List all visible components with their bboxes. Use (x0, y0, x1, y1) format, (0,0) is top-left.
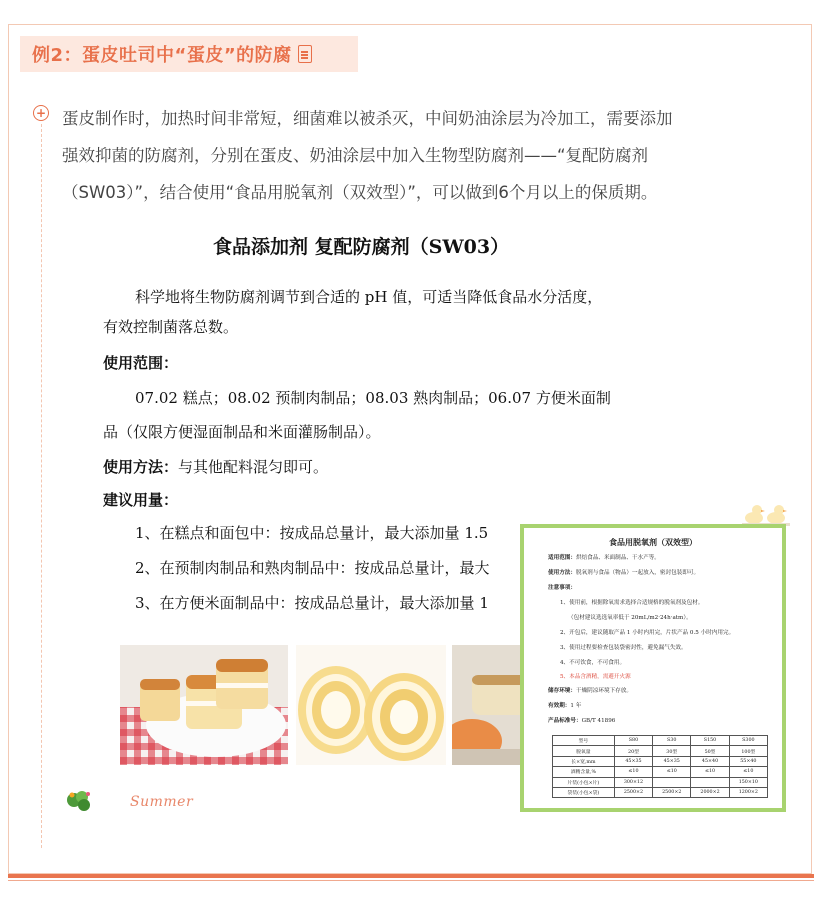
product-photo-toast (120, 645, 288, 765)
spec-table-cell: 100型 (729, 746, 767, 756)
doc-desc: 有效控制菌落总数。 (103, 318, 239, 336)
dosage-item: 1、在糕点和面包中：按成品总量计，最大添加量 1.5 (135, 524, 489, 542)
inset-note: 4、不可饮食，不可食用。 (560, 660, 626, 666)
inset-shelf-label: 有效期： (548, 703, 571, 709)
spec-table-cell: 袋装(小包×袋) (553, 787, 615, 797)
inset-note: 2、开包后，建议随取产品 1 小时内用完，片状产品 0.5 小时内用完。 (560, 630, 735, 636)
inset-method (548, 571, 699, 577)
spec-table-row (553, 736, 768, 746)
product-photo-swiss-roll (296, 645, 446, 765)
method-label: 使用方法： (103, 458, 179, 476)
section-title: 例2：蛋皮吐司中“蛋皮”的防腐 (32, 45, 292, 66)
spec-table-cell: 2000×2 (691, 787, 729, 797)
inset-storage-label: 储存环境： (548, 688, 576, 694)
inset-notes-label: 注意事项： (548, 585, 576, 591)
method-line (103, 456, 328, 477)
inset-storage-text: 干燥阴凉环境下存放。 (575, 688, 632, 694)
timeline-dashed-line (41, 124, 42, 848)
spec-table-cell: 酒精含量,% (553, 767, 615, 777)
method-text: 与其他配料混匀即可。 (178, 458, 329, 476)
inset-storage (548, 689, 632, 695)
spec-table-row (553, 777, 768, 787)
bottom-divider (8, 874, 814, 878)
inset-method-label: 使用方法： (548, 570, 576, 576)
spec-table-cell: 长×宽,mm (553, 756, 615, 766)
inset-scope-label: 适用范围： (548, 555, 576, 561)
section-header (20, 36, 358, 72)
spec-table-cell: 型号 (553, 736, 615, 746)
inset-note: 3、使用过程要检查包装袋密封性，避免漏气失效。 (560, 645, 687, 651)
inset-title: 食品用脱氧剂（双效型） (609, 537, 697, 547)
product-photo-cake (452, 645, 528, 765)
inset-scope-text: 烘焙食品、米面制品、干水产等。 (575, 555, 660, 561)
spec-table-row (553, 767, 768, 777)
dosage-label: 建议用量： (103, 491, 179, 509)
inset-shelf (548, 704, 581, 710)
scope-label: 使用范围： (103, 354, 179, 372)
intro-line: 强效抑菌的防腐剂，分别在蛋皮、奶油涂层中加入生物型防腐剂——“复配防腐剂 (62, 146, 649, 165)
spec-table-cell: 脱氧量 (553, 746, 615, 756)
inset-standard (548, 719, 615, 725)
dosage-item: 2、在预制肉制品和熟肉制品中：按成品总量计，最大 (135, 559, 490, 577)
spec-table-cell: S150 (691, 736, 729, 746)
spec-table (552, 735, 768, 798)
spec-table-cell (691, 777, 729, 787)
inset-scope (548, 556, 660, 562)
inset-standard-label: 产品标准号： (548, 718, 582, 724)
spec-table-cell: 2500×2 (653, 787, 691, 797)
spec-table-cell: 150×10 (729, 777, 767, 787)
spec-table-cell: 55×40 (729, 756, 767, 766)
intro-paragraph (62, 100, 787, 211)
intro-line: （SW03）”，结合使用“食品用脱氧剂（双效型）”，可以做到6个月以上的保质期。 (62, 183, 658, 202)
inset-warning: 5、本品含酒精，需避开火源 (560, 674, 631, 680)
spec-table-cell: ≤10 (614, 767, 652, 777)
spec-table-row (553, 746, 768, 756)
spec-table-cell: 45×35 (614, 756, 652, 766)
doc-title: 食品添加剂 复配防腐剂（SW03） (213, 236, 510, 258)
scope-text: 品（仅限方便湿面制品和米面灌肠制品）。 (103, 423, 381, 441)
spec-table-cell: 片装(小包×片) (553, 777, 615, 787)
inset-shelf-text: 1 年 (570, 703, 582, 709)
leaf-decoration-icon (64, 788, 94, 814)
spec-table-cell: ≤10 (691, 767, 729, 777)
spec-table-cell: S300 (729, 736, 767, 746)
spec-table-row (553, 787, 768, 797)
spec-table-cell: 50型 (691, 746, 729, 756)
bottom-divider-thin (8, 880, 814, 881)
scope-text: 07.02 糕点；08.02 预制肉制品；08.03 熟肉制品；06.07 方便米面制 (135, 389, 611, 407)
spec-table-cell: 1200×2 (729, 787, 767, 797)
ducks-decoration-icon (742, 502, 790, 526)
spec-table-cell (653, 777, 691, 787)
intro-line: 蛋皮制作时，加热时间非常短，细菌难以被杀灭，中间奶油涂层为冷加工，需要添加 (62, 109, 673, 128)
spec-table-cell: 30型 (653, 746, 691, 756)
spec-table-cell: ≤10 (653, 767, 691, 777)
inset-note: 1、使用前，根据除氧需求选择合适规格的脱氧剂及包材。 (560, 600, 704, 606)
spec-table-cell: S30 (653, 736, 691, 746)
inset-method-text: 脱氧剂与食品（物品）一起放入，密封包装即可。 (575, 570, 700, 576)
inset-note: （包材建议选选氧率低于 20mL/m2·24h·atm）。 (568, 615, 692, 621)
inset-standard-text: GB/T 41896 (581, 718, 616, 724)
summer-signature: Summer (130, 794, 194, 810)
spec-table-cell: 45×35 (653, 756, 691, 766)
spec-table-cell: 20型 (614, 746, 652, 756)
spec-table-cell: 300×12 (614, 777, 652, 787)
dosage-item: 3、在方便米面制品中：按成品总量计，最大添加量 1 (135, 594, 489, 612)
spec-table-cell: ≤10 (729, 767, 767, 777)
deoxidizer-spec-sheet (520, 524, 786, 812)
plus-bullet-icon: + (33, 105, 49, 121)
spec-table-row (553, 756, 768, 766)
spec-table-cell: 2500×2 (614, 787, 652, 797)
doc-desc: 科学地将生物防腐剂调节到合适的 pH 值，可适当降低食品水分活度， (135, 288, 603, 306)
spec-table-cell: 45×40 (691, 756, 729, 766)
spec-table-cell: S80 (614, 736, 652, 746)
document-icon (298, 45, 312, 63)
